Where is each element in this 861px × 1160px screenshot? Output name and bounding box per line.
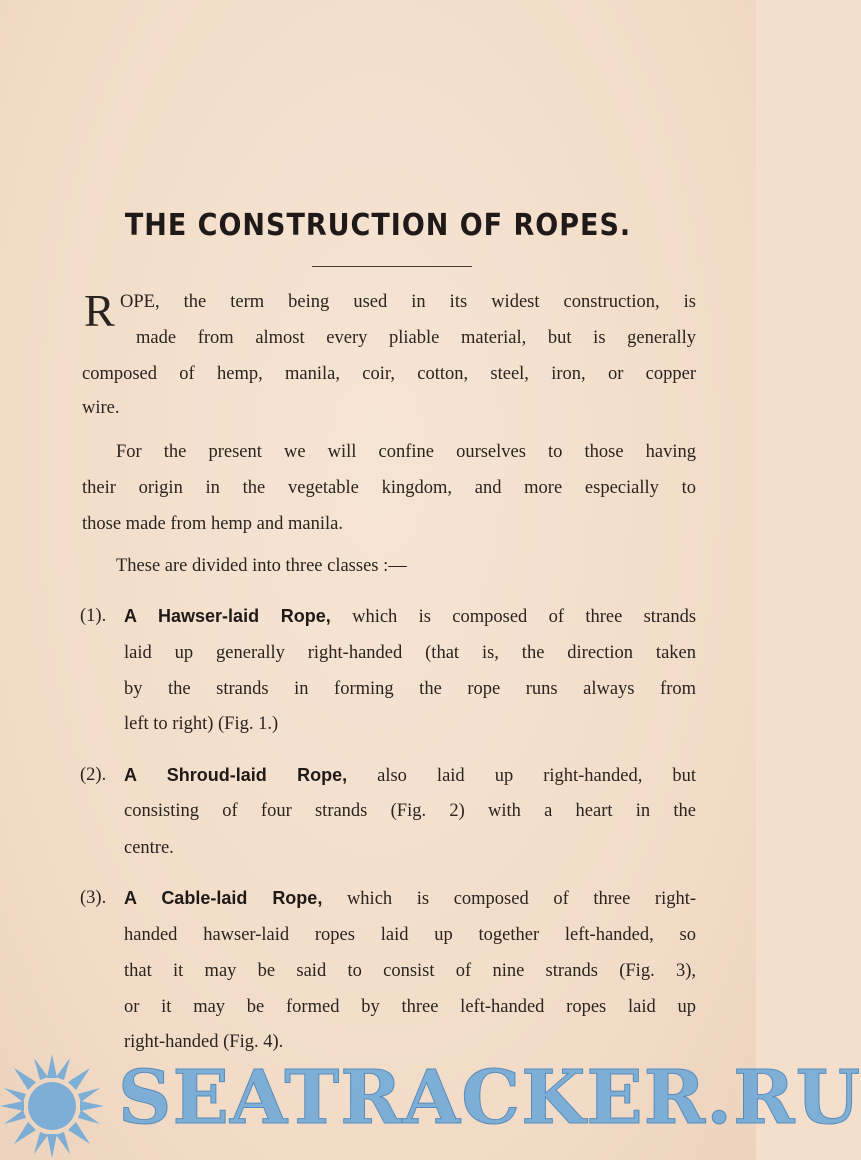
paragraph-1-line-2: made from almost every pliable material, but is generally: [136, 328, 696, 348]
item-1-line-1: [124, 606, 696, 628]
item-2-number: (2).: [80, 765, 107, 785]
item-3-line-4: or it may be formed by three left-handed ropes laid up: [124, 997, 696, 1017]
item-1-name: A Hawser-laid Rope,: [124, 606, 331, 626]
title-divider: [312, 266, 472, 267]
item-3-line-1: [124, 888, 696, 910]
item-1-line-3: by the strands in forming the rope runs always from: [124, 679, 696, 699]
paragraph-1-line-3: composed of hemp, manila, coir, cotton, steel, iron, or copper: [82, 364, 696, 384]
paragraph-3: These are divided into three classes :—: [116, 556, 407, 576]
item-2-line-1: [124, 765, 696, 787]
paragraph-2-line-1: For the present we will confine ourselves to those having: [116, 442, 696, 462]
item-2-first-rest: also laid up right-handed, but: [377, 766, 696, 786]
item-2-name: A Shroud-laid Rope,: [124, 765, 348, 785]
page-title: THE CONSTRUCTION OF ROPES.: [124, 208, 632, 243]
watermark-text: SEATRACKER.RU: [118, 1055, 861, 1141]
paragraph-2-line-3: those made from hemp and manila.: [82, 514, 343, 534]
paragraph-1-line-4: wire.: [82, 398, 120, 418]
item-2-line-3: centre.: [124, 838, 174, 858]
item-3-name: A Cable-laid Rope,: [124, 888, 323, 908]
drop-cap: R: [84, 285, 115, 336]
item-2-line-2: consisting of four strands (Fig. 2) with a heart in the: [124, 801, 696, 821]
item-3-number: (3).: [80, 888, 107, 908]
item-1-first-rest: which is composed of three strands: [352, 607, 697, 627]
paragraph-2-line-2: their origin in the vegetable kingdom, and more especially to: [82, 478, 696, 498]
item-1-line-4: left to right) (Fig. 1.): [124, 714, 279, 734]
item-3-first-rest: which is composed of three right-: [346, 889, 697, 909]
paragraph-1-line-1: OPE, the term being used in its widest construction, is: [120, 292, 696, 312]
item-3-line-5: right-handed (Fig. 4).: [124, 1032, 284, 1052]
item-3-line-2: handed hawser-laid ropes laid up together left-handed, so: [124, 925, 696, 945]
sun-icon: [0, 1054, 104, 1158]
item-1-line-2: laid up generally right-handed (that is, the direction taken: [124, 643, 696, 663]
item-1-number: (1).: [80, 606, 107, 626]
item-3-line-3: that it may be said to consist of nine strands (Fig. 3),: [124, 961, 696, 981]
